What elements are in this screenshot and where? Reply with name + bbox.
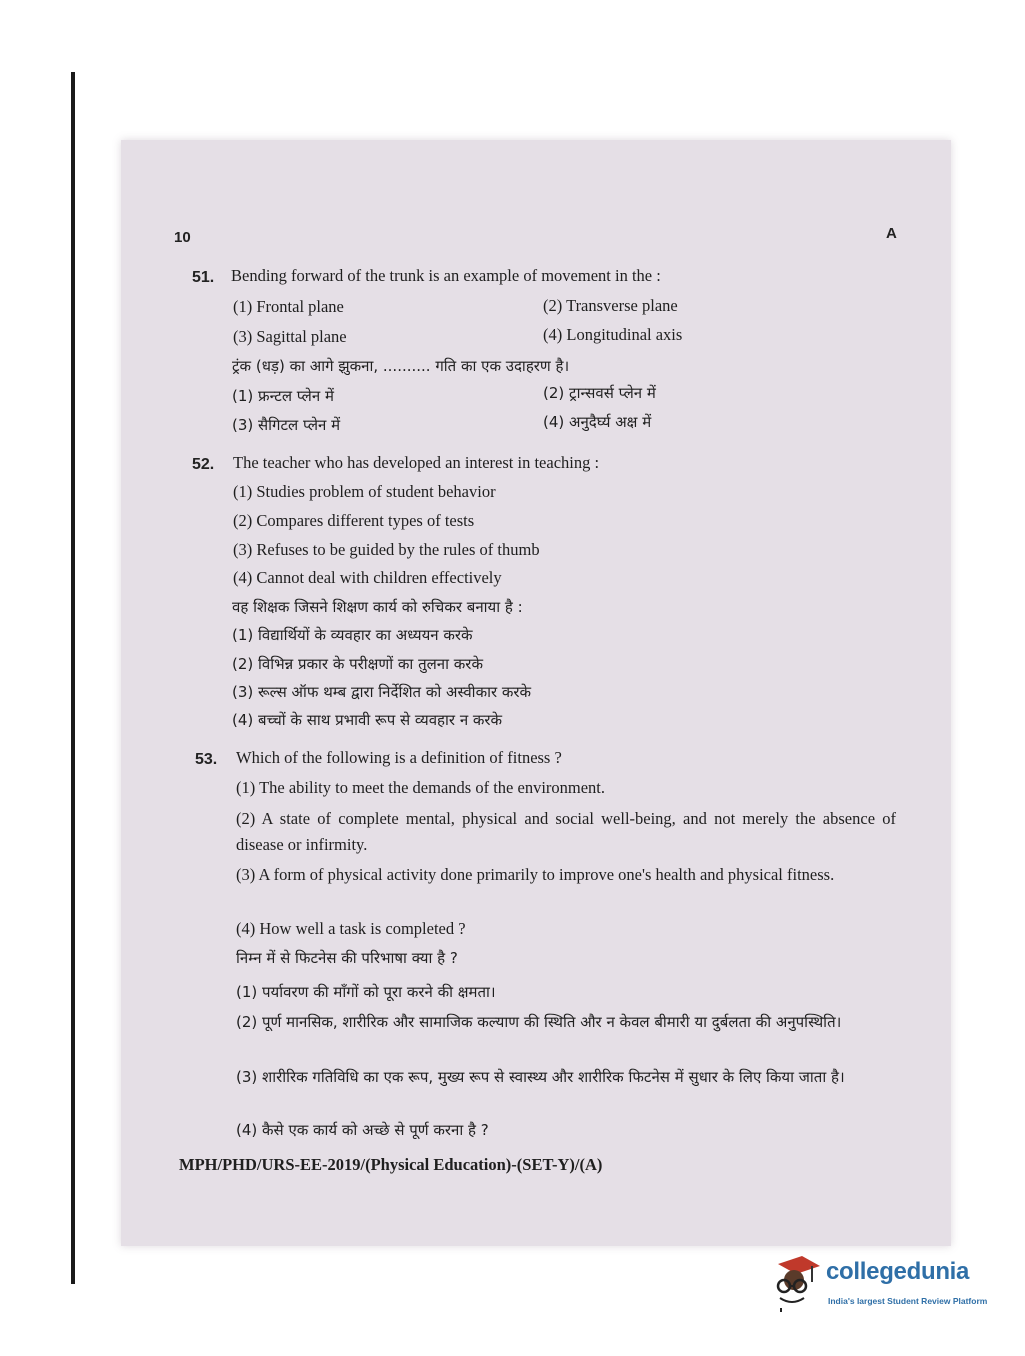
option: (2) Transverse plane — [543, 296, 678, 315]
option: (1) Studies problem of student behavior — [233, 482, 496, 501]
hindi-option: (4) कैसे एक कार्य को अच्छे से पूर्ण करना है ? — [236, 1121, 489, 1139]
hindi-option: (3) रूल्स ऑफ थम्ब द्वारा निर्देशित को अस्वीकार करके — [232, 683, 532, 701]
option: (2) Compares different types of tests — [233, 511, 475, 530]
hindi-option: (1) पर्यावरण की माँगों को पूरा करने की क्षमता। — [236, 983, 496, 1001]
question-number: 51. — [192, 269, 215, 286]
option: (3) Refuses to be guided by the rules of thumb — [233, 540, 540, 559]
hindi-option: (2) पूर्ण मानसिक, शारीरिक और सामाजिक कल्याण की स्थिति और न केवल बीमारी या दुर्बलता की अनुपस्थिति। — [236, 1013, 842, 1031]
question-text: Which of the following is a definition of fitness ? — [236, 748, 562, 767]
hindi-option: (2) ट्रान्सवर्स प्लेन में — [543, 384, 656, 402]
hindi-option: (1) विद्यार्थियों के व्यवहार का अध्ययन करके — [232, 626, 473, 644]
question-number: 53. — [195, 751, 218, 768]
option: (1) Frontal plane — [233, 297, 344, 316]
option: (4) How well a task is completed ? — [236, 919, 466, 938]
hindi-option: (4) अनुदैर्घ्य अक्ष में — [543, 413, 652, 431]
question-text: The teacher who has developed an interest in teaching : — [233, 453, 600, 472]
option: (3) A form of physical activity done primarily to improve one's health and physical fitness. — [236, 865, 835, 884]
hindi-question-text: वह शिक्षक जिसने शिक्षण कार्य को रुचिकर बनाया है : — [232, 598, 523, 616]
question-text: Bending forward of the trunk is an example of movement in the : — [231, 266, 661, 285]
option: (4) Longitudinal axis — [543, 325, 683, 344]
hindi-question-text: ट्रंक (धड़) का आगे झुकना, .......... गति का एक उदाहरण है। — [232, 357, 570, 375]
question-number: 52. — [192, 456, 215, 473]
page-number: 10 — [174, 229, 191, 246]
hindi-option: (2) विभिन्न प्रकार के परीक्षणों का तुलना करके — [232, 655, 483, 673]
mascot-icon — [768, 1252, 824, 1312]
option: (2) A state of complete mental, physical and social well-being, and not merely the absence of disease or infirmity. — [236, 809, 896, 854]
hindi-option: (3) सैगिटल प्लेन में — [232, 416, 341, 434]
option: (3) Sagittal plane — [233, 327, 347, 346]
option: (1) The ability to meet the demands of the environment. — [236, 778, 606, 797]
scan-edge-rule — [71, 72, 75, 1284]
hindi-option: (4) बच्चों के साथ प्रभावी रूप से व्यवहार न करके — [232, 711, 503, 729]
hindi-option: (3) शारीरिक गतिविधि का एक रूप, मुख्य रूप से स्वास्थ्य और शारीरिक फिटनेस में सुधार के लिए किया जाता है। — [236, 1068, 845, 1086]
brand-name: collegedunia — [826, 1258, 970, 1285]
brand-tagline: India's largest Student Review Platform — [828, 1296, 988, 1306]
hindi-question-text: निम्न में से फिटनेस की परिभाषा क्या है ? — [236, 949, 458, 967]
brand-watermark — [768, 1252, 998, 1312]
footer-code: MPH/PHD/URS-EE-2019/(Physical Education)-(SET-Y)/(A) — [179, 1155, 603, 1174]
option: (4) Cannot deal with children effectively — [233, 568, 502, 587]
hindi-option: (1) फ्रन्टल प्लेन में — [232, 387, 334, 405]
set-code: A — [886, 225, 897, 242]
